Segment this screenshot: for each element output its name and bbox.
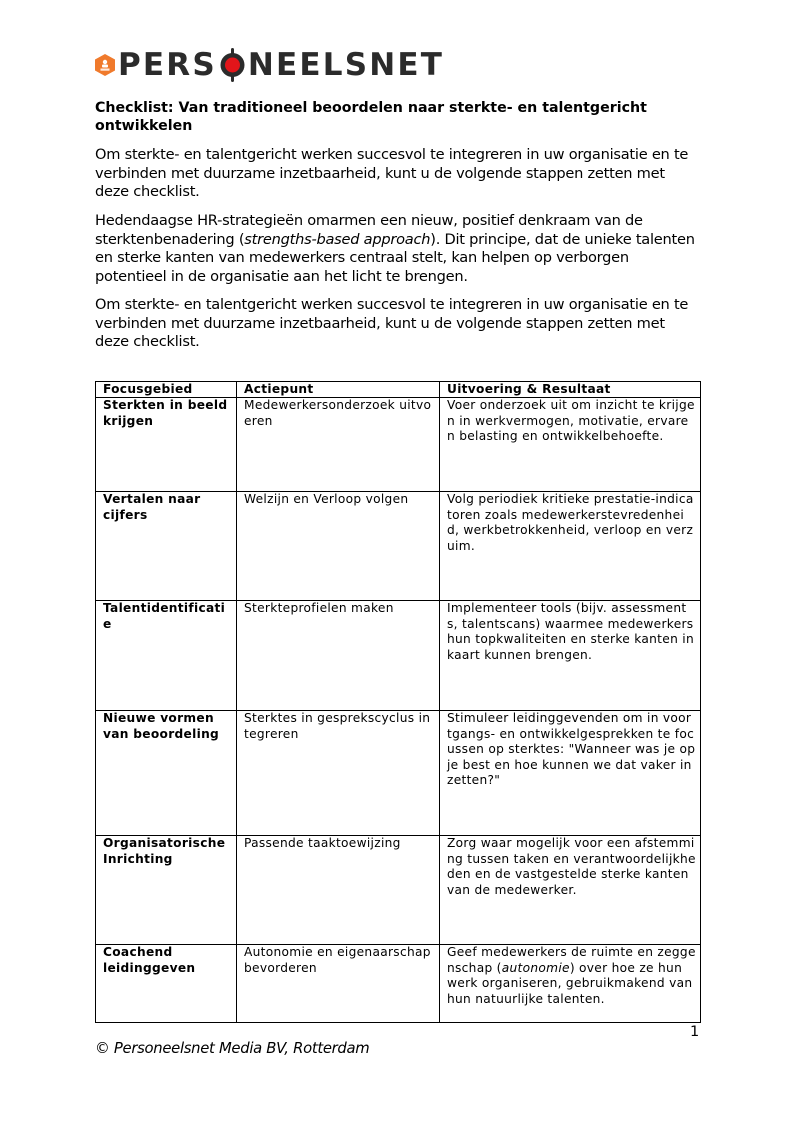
- table-row: [96, 945, 701, 1023]
- logo-text-part1: PERS: [118, 47, 217, 83]
- target-dot-icon: [219, 47, 246, 83]
- table-row: [96, 711, 701, 836]
- pro-badge-icon: [95, 54, 115, 76]
- text-span: ) over hoe ze hun werk organiseren, gebruikmakend van hun natuurlijke talenten.: [447, 960, 693, 1006]
- table-header-row: [96, 382, 701, 398]
- text-span: Geef medewerkers de ruimte en zeggenschap (: [447, 945, 696, 975]
- table-row: [96, 492, 701, 601]
- italic-term: strengths-based approach: [244, 230, 431, 248]
- header-actiepunt: Actiepunt: [237, 382, 440, 398]
- italic-term: autonomie: [501, 960, 570, 975]
- table-row: [96, 398, 701, 492]
- table-row: [96, 601, 701, 711]
- intro-paragraph: Om sterkte- en talentgericht werken succesvol te integreren in uw organisatie en te verbinden met duurzame inzetbaarheid, kunt u de volgende stappen zetten met deze checklist.: [95, 146, 689, 201]
- focus-cell: Coachend leidinggeven: [96, 945, 237, 1023]
- logo-wordmark: [118, 47, 444, 83]
- result-cell: [440, 945, 701, 1023]
- logo-text-part2: NEELSNET: [247, 47, 445, 83]
- focus-cell: Organisatorische Inrichting: [96, 836, 237, 945]
- result-cell: Volg periodiek kritieke prestatie-indicatoren zoals medewerkerstevredenheid, werkbetrokkenheid, verloop en verzuim.: [440, 492, 701, 601]
- page-number: 1: [690, 1024, 700, 1040]
- action-cell: Medewerkersonderzoek uitvoeren: [237, 398, 440, 492]
- result-cell: Implementeer tools (bijv. assessments, talentscans) waarmee medewerkers hun topkwaliteiten en sterke kanten in kaart kunnen brengen.: [440, 601, 701, 711]
- copyright-footer: © Personeelsnet Media BV, Rotterdam: [95, 1040, 370, 1057]
- personeelsnet-logo: [95, 47, 444, 83]
- checklist-table: [95, 381, 701, 1023]
- result-cell: Zorg waar mogelijk voor een afstemming tussen taken en verantwoordelijkheden en de vastgestelde sterke kanten van de medewerker.: [440, 836, 701, 945]
- strengths-paragraph: [95, 212, 700, 286]
- text-span: Hedendaagse HR-strategieën omarmen een nieuw, positief denkraam van de sterktenbenadering (: [95, 212, 643, 248]
- text-span: ). Dit principe, dat de unieke talenten en sterke kanten van medewerkers centraal stelt, kan helpen op verborgen potentieel in de organisatie aan het licht te brengen.: [95, 230, 695, 285]
- focus-cell: Nieuwe vormen van beoordeling: [96, 711, 237, 836]
- header-uitvoering: Uitvoering & Resultaat: [440, 382, 701, 398]
- action-cell: Passende taaktoewijzing: [237, 836, 440, 945]
- focus-cell: Talentidentificatie: [96, 601, 237, 711]
- focus-cell: Sterkten in beeld krijgen: [96, 398, 237, 492]
- action-cell: Autonomie en eigenaarschap bevorderen: [237, 945, 440, 1023]
- action-cell: Welzijn en Verloop volgen: [237, 492, 440, 601]
- focus-cell: Vertalen naar cijfers: [96, 492, 237, 601]
- header-focusgebied: Focusgebied: [96, 382, 237, 398]
- action-cell: Sterktes in gesprekscyclus integreren: [237, 711, 440, 836]
- table-row: [96, 836, 701, 945]
- document-title: Checklist: Van traditioneel beoordelen naar sterkte- en talentgericht ontwikkelen: [95, 100, 647, 134]
- action-cell: Sterkteprofielen maken: [237, 601, 440, 711]
- result-cell: Stimuleer leidinggevenden om in voortgangs- en ontwikkelgesprekken te focussen op sterktes: "Wanneer was je op je best en hoe kunnen we dat vaker inzetten?": [440, 711, 701, 836]
- result-cell: Voer onderzoek uit om inzicht te krijgen in werkvermogen, motivatie, ervaren belasting en ontwikkelbehoefte.: [440, 398, 701, 492]
- closing-paragraph: Om sterkte- en talentgericht werken succesvol te integreren in uw organisatie en te verbinden met duurzame inzetbaarheid, kunt u de volgende stappen zetten met deze checklist.: [95, 296, 689, 351]
